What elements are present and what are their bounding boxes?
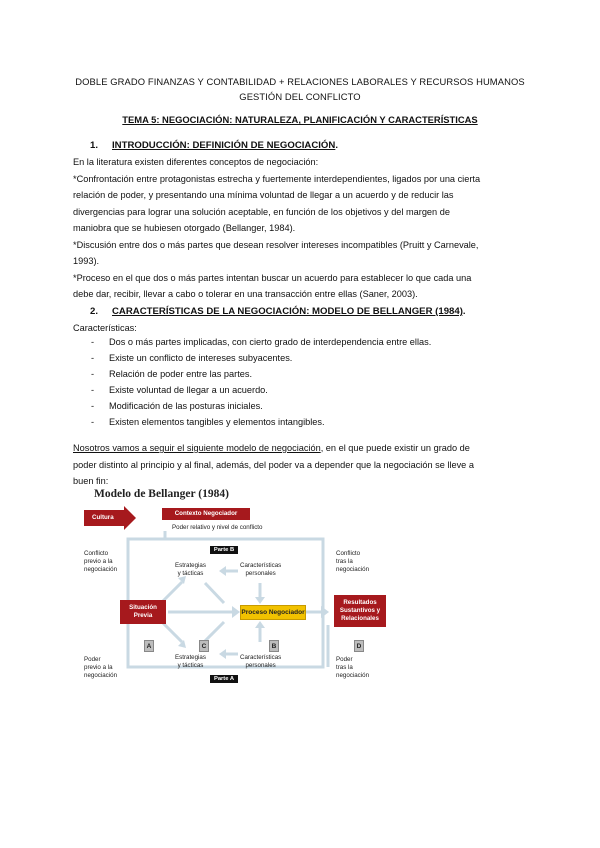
strategies-bottom-label: Estrategias y tácticas — [175, 654, 206, 669]
section-1-title: INTRODUCCIÓN: DEFINICIÓN DE NEGOCIACIÓN — [112, 140, 336, 151]
personal-traits-bottom-label: Características personales — [240, 654, 282, 669]
paragraph-line: Nosotros vamos a seguir el siguiente modelo de negociación, en el que puede existir un grado de — [73, 443, 470, 453]
paragraph-line: En la literatura existen diferentes conceptos de negociación: — [73, 157, 319, 167]
label-b-badge: B — [269, 640, 279, 652]
paragraph-line: *Confrontación entre protagonistas estrecha y fuertemente interdependientes, ligados por una cierta — [73, 173, 481, 184]
list-item: - Relación de poder entre las partes. — [91, 369, 253, 379]
paragraph-line: buen fin: — [73, 476, 109, 486]
section-2-intro: Características: — [73, 323, 137, 333]
list-item: - Dos o más partes implicadas, con cierto grado de interdependencia entre ellas. — [91, 337, 432, 347]
paragraph-line: poder distinto al principio y al final, además, del poder va a depender que la negociación se lleve a — [73, 459, 474, 470]
paragraph-line: 1993). — [73, 256, 100, 266]
section-1-number: 1. — [90, 140, 99, 151]
section-2-title: CARACTERÍSTICAS DE LA NEGOCIACIÓN: MODELO DE BELLANGER (1984) — [112, 306, 463, 317]
personal-traits-top-label: Características personales — [240, 562, 282, 577]
conflict-before-label: Conflicto previo a la negociación — [84, 550, 118, 573]
diagram-title: Modelo de Bellanger (1984) — [94, 488, 229, 500]
paragraph-line: debe dar, recibir, llevar a cabo o tolerar en una transacción entre ellas (Saner, 2003). — [73, 289, 418, 299]
section-2-number: 2. — [90, 306, 99, 317]
course-subheader: GESTIÓN DEL CONFLICTO — [239, 91, 361, 102]
label-a-badge: A — [144, 640, 154, 652]
paragraph-line: relación de poder, y presentando una mínima voluntad de llegar a un acuerdo y de reducir las — [73, 190, 454, 200]
paragraph-line: divergencias para lograr una solución aceptable, en función de los objetivos y del margen de — [73, 206, 450, 217]
paragraph-line: *Discusión entre dos o más partes que desean resolver intereses incompatibles (Pruitt y Carnevale, — [73, 239, 479, 250]
conflict-after-label: Conflicto tras la negociación — [336, 550, 370, 573]
list-item: - Existe voluntad de llegar a un acuerdo. — [91, 385, 268, 395]
negotiation-process-box: Proceso Negociador — [240, 605, 306, 620]
power-after-label: Poder tras la negociación — [336, 656, 370, 679]
label-d-badge: D — [354, 640, 364, 652]
section-1-suffix: . — [335, 140, 338, 151]
page-title: TEMA 5: NEGOCIACIÓN: NATURALEZA, PLANIFICACIÓN Y CARACTERÍSTICAS — [122, 114, 478, 125]
course-header: DOBLE GRADO FINANZAS Y CONTABILIDAD + RELACIONES LABORALES Y RECURSOS HUMANOS — [75, 76, 525, 87]
strategies-top-label: Estrategias y tácticas — [175, 562, 206, 577]
cultura-label: Cultura — [92, 514, 114, 521]
context-box: Contexto Negociador — [162, 508, 250, 520]
section-2-suffix: . — [462, 306, 466, 317]
power-before-label: Poder previo a la negociación — [84, 656, 118, 679]
list-item: - Modificación de las posturas iniciales. — [91, 401, 263, 411]
paragraph-line: *Proceso en el que dos o más partes intentan buscar un acuerdo para establecer lo que cada una — [73, 272, 472, 283]
label-c-badge: C — [199, 640, 209, 652]
results-box: Resultados Sustantivos y Relacionales — [334, 595, 386, 627]
power-relative-label: Poder relativo y nivel de conflicto — [172, 524, 263, 531]
party-b-badge: Parte B — [210, 546, 238, 554]
list-item: - Existe un conflicto de intereses subyacentes. — [91, 353, 293, 363]
prior-situation-box: Situación Previa — [120, 600, 166, 624]
paragraph-line: maniobra que se hubiesen otorgado (Bellanger, 1984). — [73, 223, 296, 233]
party-a-badge: Parte A — [210, 675, 238, 683]
list-item: - Existen elementos tangibles y elementos intangibles. — [91, 417, 325, 427]
